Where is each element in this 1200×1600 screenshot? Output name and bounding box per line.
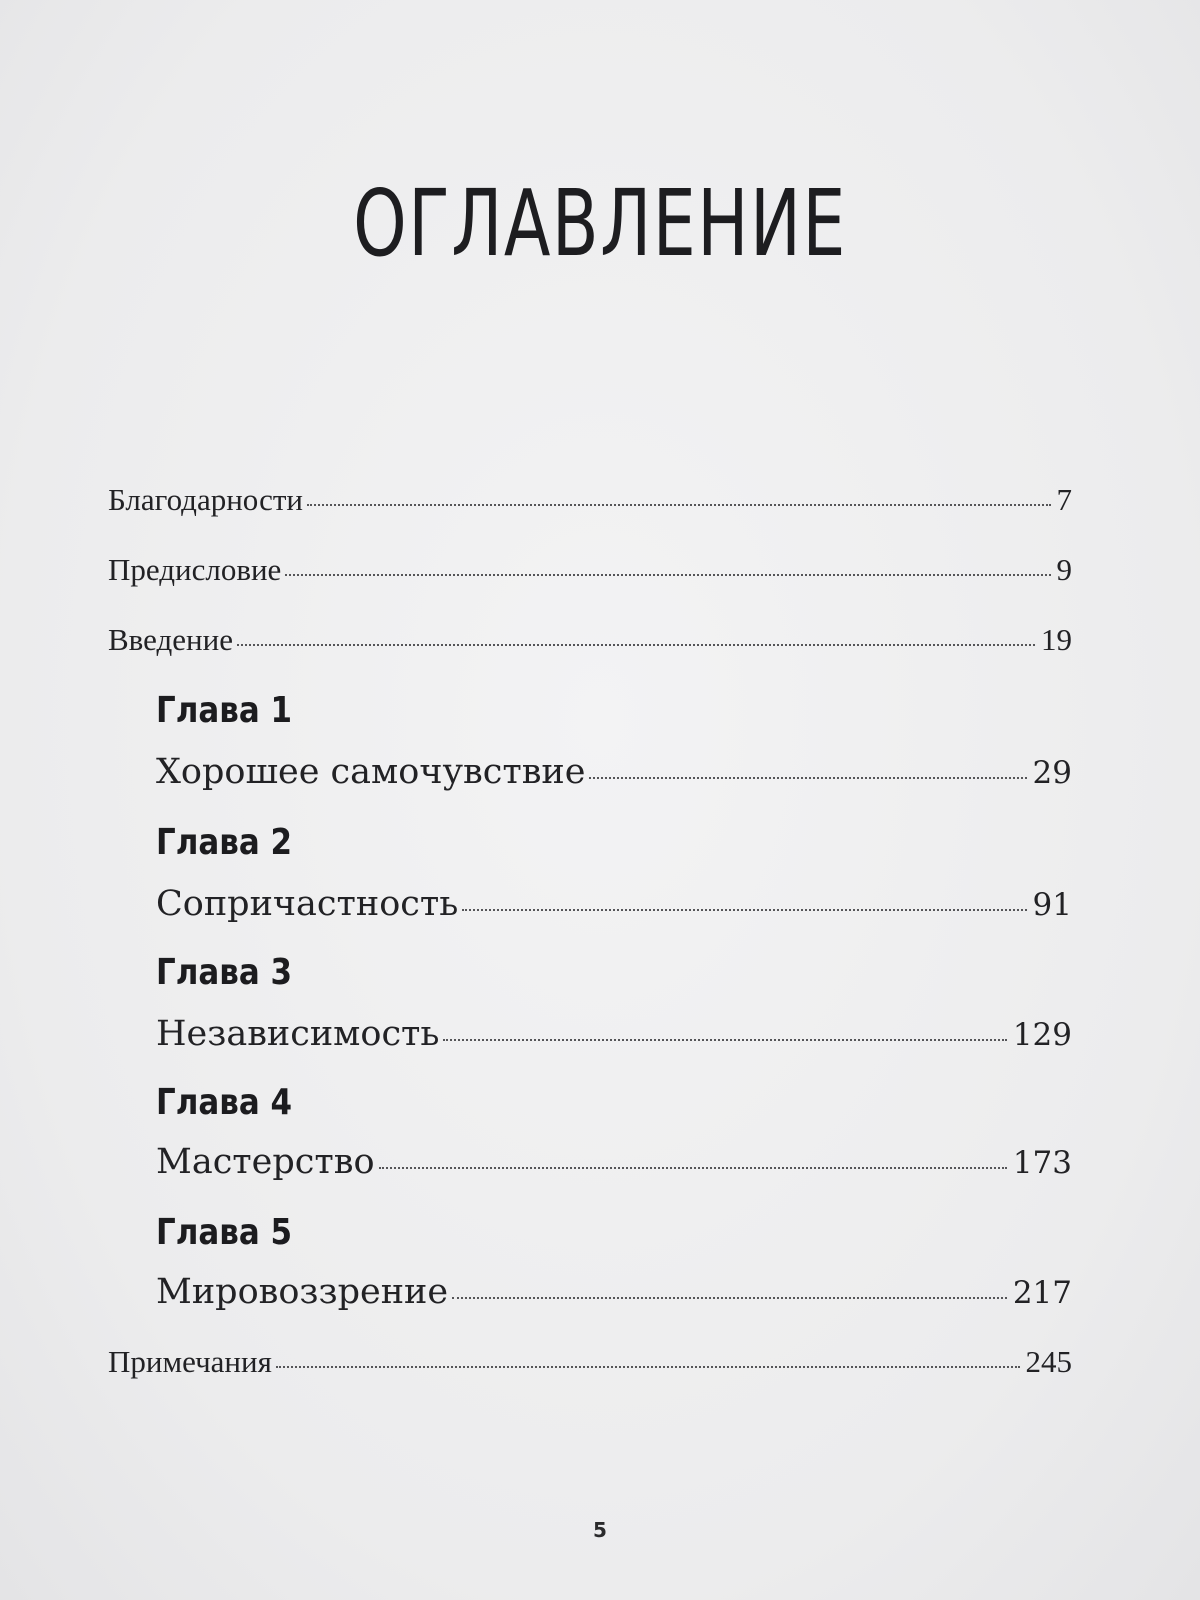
dot-leader [589,777,1026,779]
chapter-title: Хорошее самочувствие [156,752,586,792]
dot-leader [307,504,1051,506]
chapter-heading-3: Глава 3 [156,952,293,993]
toc-page-number: 173 [1012,1145,1072,1181]
toc-page-number: 129 [1012,1017,1072,1053]
toc-page-number: 19 [1041,622,1072,657]
toc-entry-chapter-3 [156,1014,1072,1054]
toc-entry-label: Предисловие [108,552,282,587]
dot-leader [285,574,1050,576]
toc-entry-chapter-1 [156,752,1072,792]
dot-leader [276,1366,1020,1368]
page-number: 5 [593,1518,607,1542]
chapter-title: Мастерство [156,1142,375,1182]
toc-entry-acknowledgements [108,482,1072,518]
chapter-title: Сопричастность [156,884,459,924]
dot-leader [462,909,1026,911]
dot-leader [379,1167,1007,1169]
dot-leader [452,1297,1007,1299]
toc-entry-label: Введение [108,622,233,657]
chapter-title: Независимость [156,1014,440,1054]
toc-page-number: 217 [1012,1275,1072,1311]
toc-entry-chapter-2 [156,884,1072,924]
toc-entry-label: Благодарности [108,482,303,517]
toc-page-number: 245 [1025,1344,1072,1379]
toc-entry-introduction [108,622,1072,658]
chapter-heading-1: Глава 1 [156,690,293,731]
chapter-heading-2: Глава 2 [156,822,293,863]
toc-page-number: 29 [1032,755,1072,791]
page-title: ОГЛАВЛЕНИЕ [353,170,847,277]
chapter-title: Мировоззрение [156,1272,449,1312]
toc-page-number: 7 [1056,482,1072,517]
toc-page-number: 91 [1032,887,1072,923]
toc-entry-label: Примечания [108,1344,272,1379]
chapter-heading-5: Глава 5 [156,1212,293,1253]
chapter-heading-4: Глава 4 [156,1082,293,1123]
dot-leader [443,1039,1006,1041]
dot-leader [237,644,1035,646]
toc-entry-notes [108,1344,1072,1380]
toc-entry-preface [108,552,1072,588]
toc-entry-chapter-4 [156,1142,1072,1182]
toc-page-number: 9 [1056,552,1072,587]
toc-entry-chapter-5 [156,1272,1072,1312]
